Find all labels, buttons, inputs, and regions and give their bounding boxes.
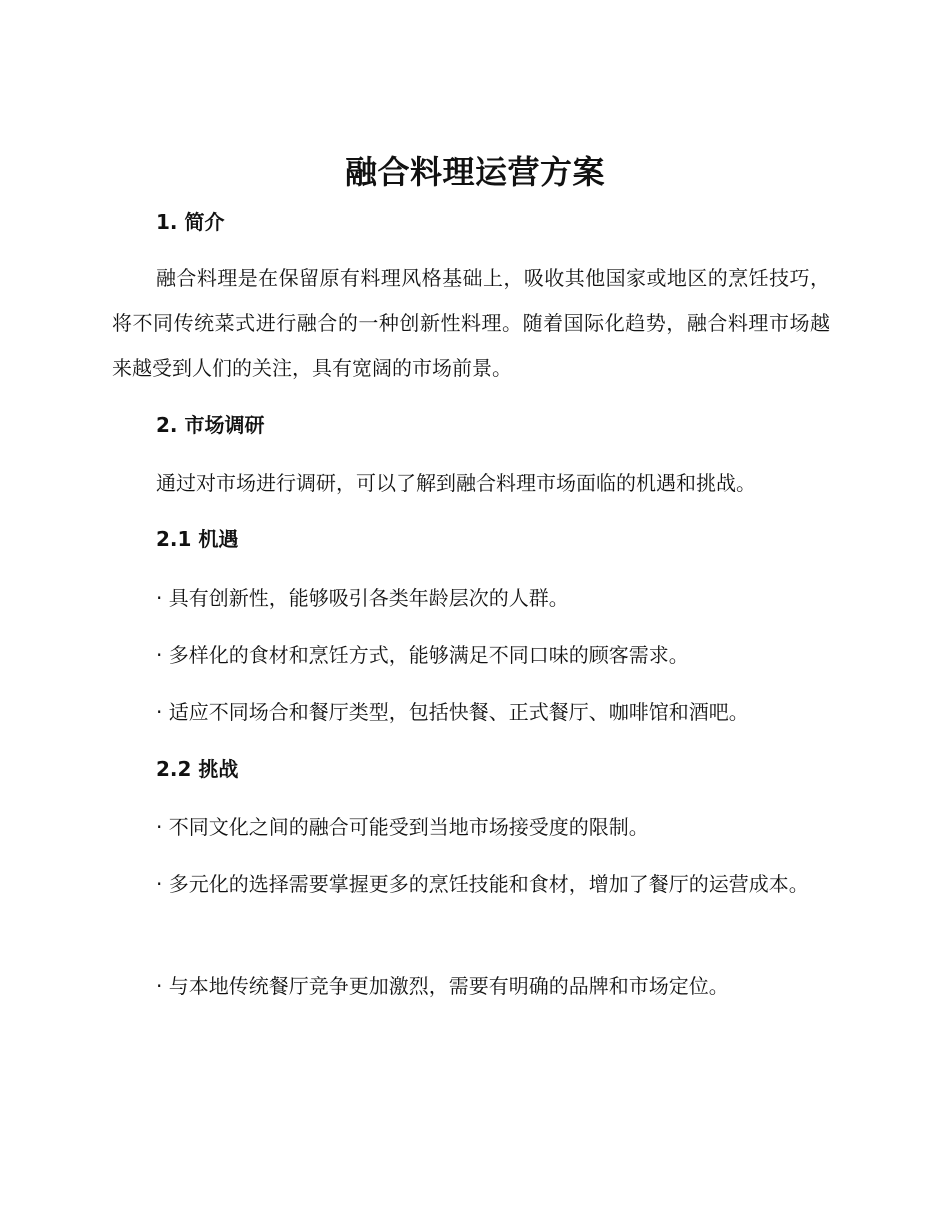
section-heading-challenges: 2.2 挑战 bbox=[156, 757, 239, 781]
section-heading-market-research: 2. 市场调研 bbox=[156, 413, 265, 437]
list-item-challenge: · 不同文化之间的融合可能受到当地市场接受度的限制。 bbox=[156, 815, 649, 839]
section-heading-opportunities: 2.1 机遇 bbox=[156, 527, 239, 551]
paragraph-market-research: 通过对市场进行调研，可以了解到融合料理市场面临的机遇和挑战。 bbox=[156, 471, 756, 495]
list-item-challenge: · 与本地传统餐厅竞争更加激烈，需要有明确的品牌和市场定位。 bbox=[156, 974, 729, 998]
section-heading-intro: 1. 简介 bbox=[156, 210, 225, 234]
list-item-opportunity: · 适应不同场合和餐厅类型，包括快餐、正式餐厅、咖啡馆和酒吧。 bbox=[156, 700, 749, 724]
paragraph-intro: 融合料理是在保留原有料理风格基础上，吸收其他国家或地区的烹饪技巧，将不同传统菜式进行融合的一种创新性料理。随着国际化趋势，融合料理市场越来越受到人们的关注，具有宽阔的市场前景。 bbox=[112, 266, 830, 380]
list-item-challenge: · 多元化的选择需要掌握更多的烹饪技能和食材，增加了餐厅的运营成本。 bbox=[156, 872, 809, 896]
document-title: 融合料理运营方案 bbox=[344, 153, 605, 191]
list-item-opportunity: · 具有创新性，能够吸引各类年龄层次的人群。 bbox=[156, 586, 569, 610]
list-item-opportunity: · 多样化的食材和烹饪方式，能够满足不同口味的顾客需求。 bbox=[156, 643, 689, 667]
